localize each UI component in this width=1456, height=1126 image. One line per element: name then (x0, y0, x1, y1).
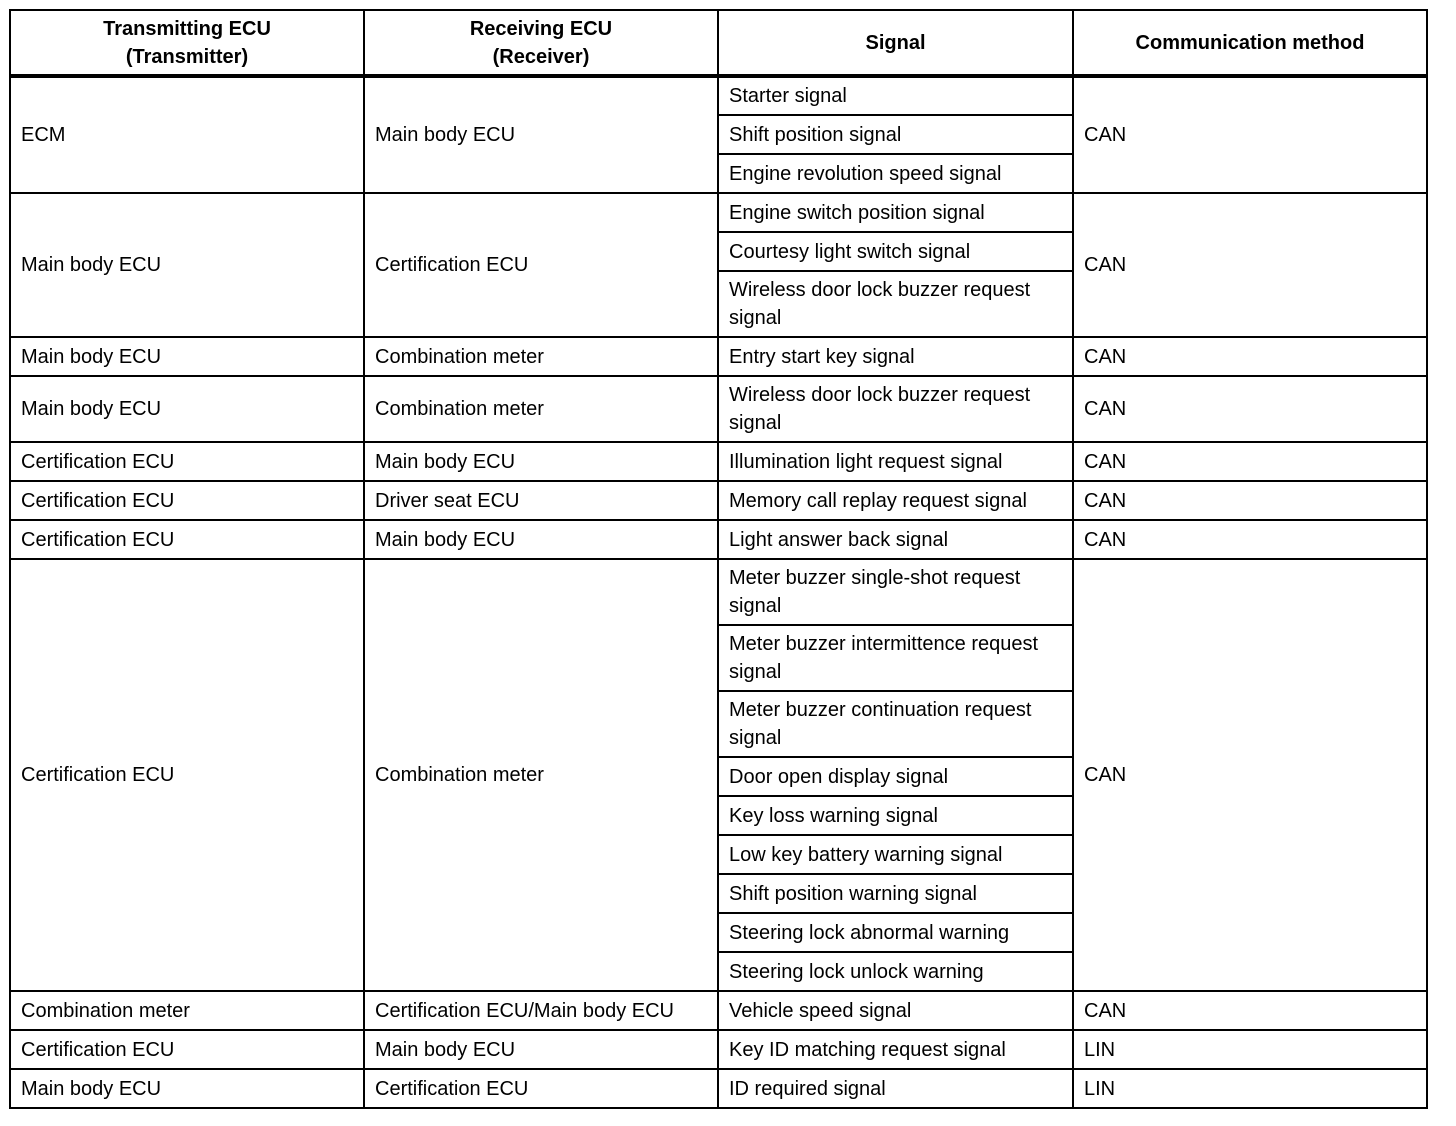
transmitter-cell: Certification ECU (10, 481, 364, 520)
signal-cell: Starter signal (718, 76, 1073, 115)
header-method: Communication method (1073, 10, 1427, 76)
signal-cell: ID required signal (718, 1069, 1073, 1108)
receiver-cell: Main body ECU (364, 520, 718, 559)
table-row (10, 337, 1427, 376)
method-cell: CAN (1073, 520, 1427, 559)
signal-cell: Wireless door lock buzzer request signal (718, 271, 1073, 337)
receiver-cell: Combination meter (364, 337, 718, 376)
receiver-cell: Driver seat ECU (364, 481, 718, 520)
header-receiver-line2: (Receiver) (492, 45, 590, 68)
receiver-cell: Combination meter (364, 559, 718, 991)
table-row (10, 559, 1427, 625)
method-cell: LIN (1073, 1030, 1427, 1069)
ecu-communication-table (9, 9, 1428, 1109)
table-row (10, 442, 1427, 481)
header-receiver (364, 10, 718, 76)
transmitter-cell: Certification ECU (10, 520, 364, 559)
signal-cell: Steering lock unlock warning (718, 952, 1073, 991)
method-cell: CAN (1073, 76, 1427, 193)
signal-cell: Low key battery warning signal (718, 835, 1073, 874)
table-row (10, 376, 1427, 442)
signal-cell: Entry start key signal (718, 337, 1073, 376)
signal-cell: Engine switch position signal (718, 193, 1073, 232)
signal-cell: Light answer back signal (718, 520, 1073, 559)
method-cell: CAN (1073, 559, 1427, 991)
receiver-cell: Main body ECU (364, 1030, 718, 1069)
receiver-cell: Certification ECU (364, 1069, 718, 1108)
signal-cell: Shift position warning signal (718, 874, 1073, 913)
header-transmitter (10, 10, 364, 76)
header-signal: Signal (718, 10, 1073, 76)
table-row (10, 520, 1427, 559)
header-transmitter-line1: Transmitting ECU (103, 17, 271, 40)
signal-cell: Meter buzzer intermittence request signal (718, 625, 1073, 691)
transmitter-cell: Main body ECU (10, 376, 364, 442)
signal-cell: Door open display signal (718, 757, 1073, 796)
signal-cell: Shift position signal (718, 115, 1073, 154)
table-row (10, 991, 1427, 1030)
table-header (10, 10, 1427, 76)
signal-cell: Steering lock abnormal warning (718, 913, 1073, 952)
header-transmitter-line2: (Transmitter) (125, 45, 249, 68)
transmitter-cell: Main body ECU (10, 1069, 364, 1108)
signal-cell: Vehicle speed signal (718, 991, 1073, 1030)
method-cell: CAN (1073, 337, 1427, 376)
signal-cell: Memory call replay request signal (718, 481, 1073, 520)
transmitter-cell: Certification ECU (10, 1030, 364, 1069)
receiver-cell: Certification ECU/Main body ECU (364, 991, 718, 1030)
table-body (10, 76, 1427, 1108)
signal-cell: Meter buzzer continuation request signal (718, 691, 1073, 757)
transmitter-cell: Main body ECU (10, 337, 364, 376)
table-row (10, 76, 1427, 115)
method-cell: CAN (1073, 193, 1427, 337)
receiver-cell: Certification ECU (364, 193, 718, 337)
transmitter-cell: ECM (10, 76, 364, 193)
signal-cell: Courtesy light switch signal (718, 232, 1073, 271)
transmitter-cell: Certification ECU (10, 559, 364, 991)
table-row (10, 481, 1427, 520)
transmitter-cell: Combination meter (10, 991, 364, 1030)
signal-cell: Engine revolution speed signal (718, 154, 1073, 193)
signal-cell: Meter buzzer single-shot request signal (718, 559, 1073, 625)
receiver-cell: Main body ECU (364, 76, 718, 193)
transmitter-cell: Certification ECU (10, 442, 364, 481)
method-cell: CAN (1073, 442, 1427, 481)
signal-cell: Illumination light request signal (718, 442, 1073, 481)
header-receiver-line1: Receiving ECU (469, 17, 613, 40)
receiver-cell: Combination meter (364, 376, 718, 442)
method-cell: CAN (1073, 481, 1427, 520)
signal-cell: Key loss warning signal (718, 796, 1073, 835)
signal-cell: Wireless door lock buzzer request signal (718, 376, 1073, 442)
header-row (10, 10, 1427, 76)
signal-cell: Key ID matching request signal (718, 1030, 1073, 1069)
method-cell: CAN (1073, 376, 1427, 442)
transmitter-cell: Main body ECU (10, 193, 364, 337)
table-row (10, 193, 1427, 232)
method-cell: LIN (1073, 1069, 1427, 1108)
table-row (10, 1030, 1427, 1069)
method-cell: CAN (1073, 991, 1427, 1030)
table-row (10, 1069, 1427, 1108)
receiver-cell: Main body ECU (364, 442, 718, 481)
